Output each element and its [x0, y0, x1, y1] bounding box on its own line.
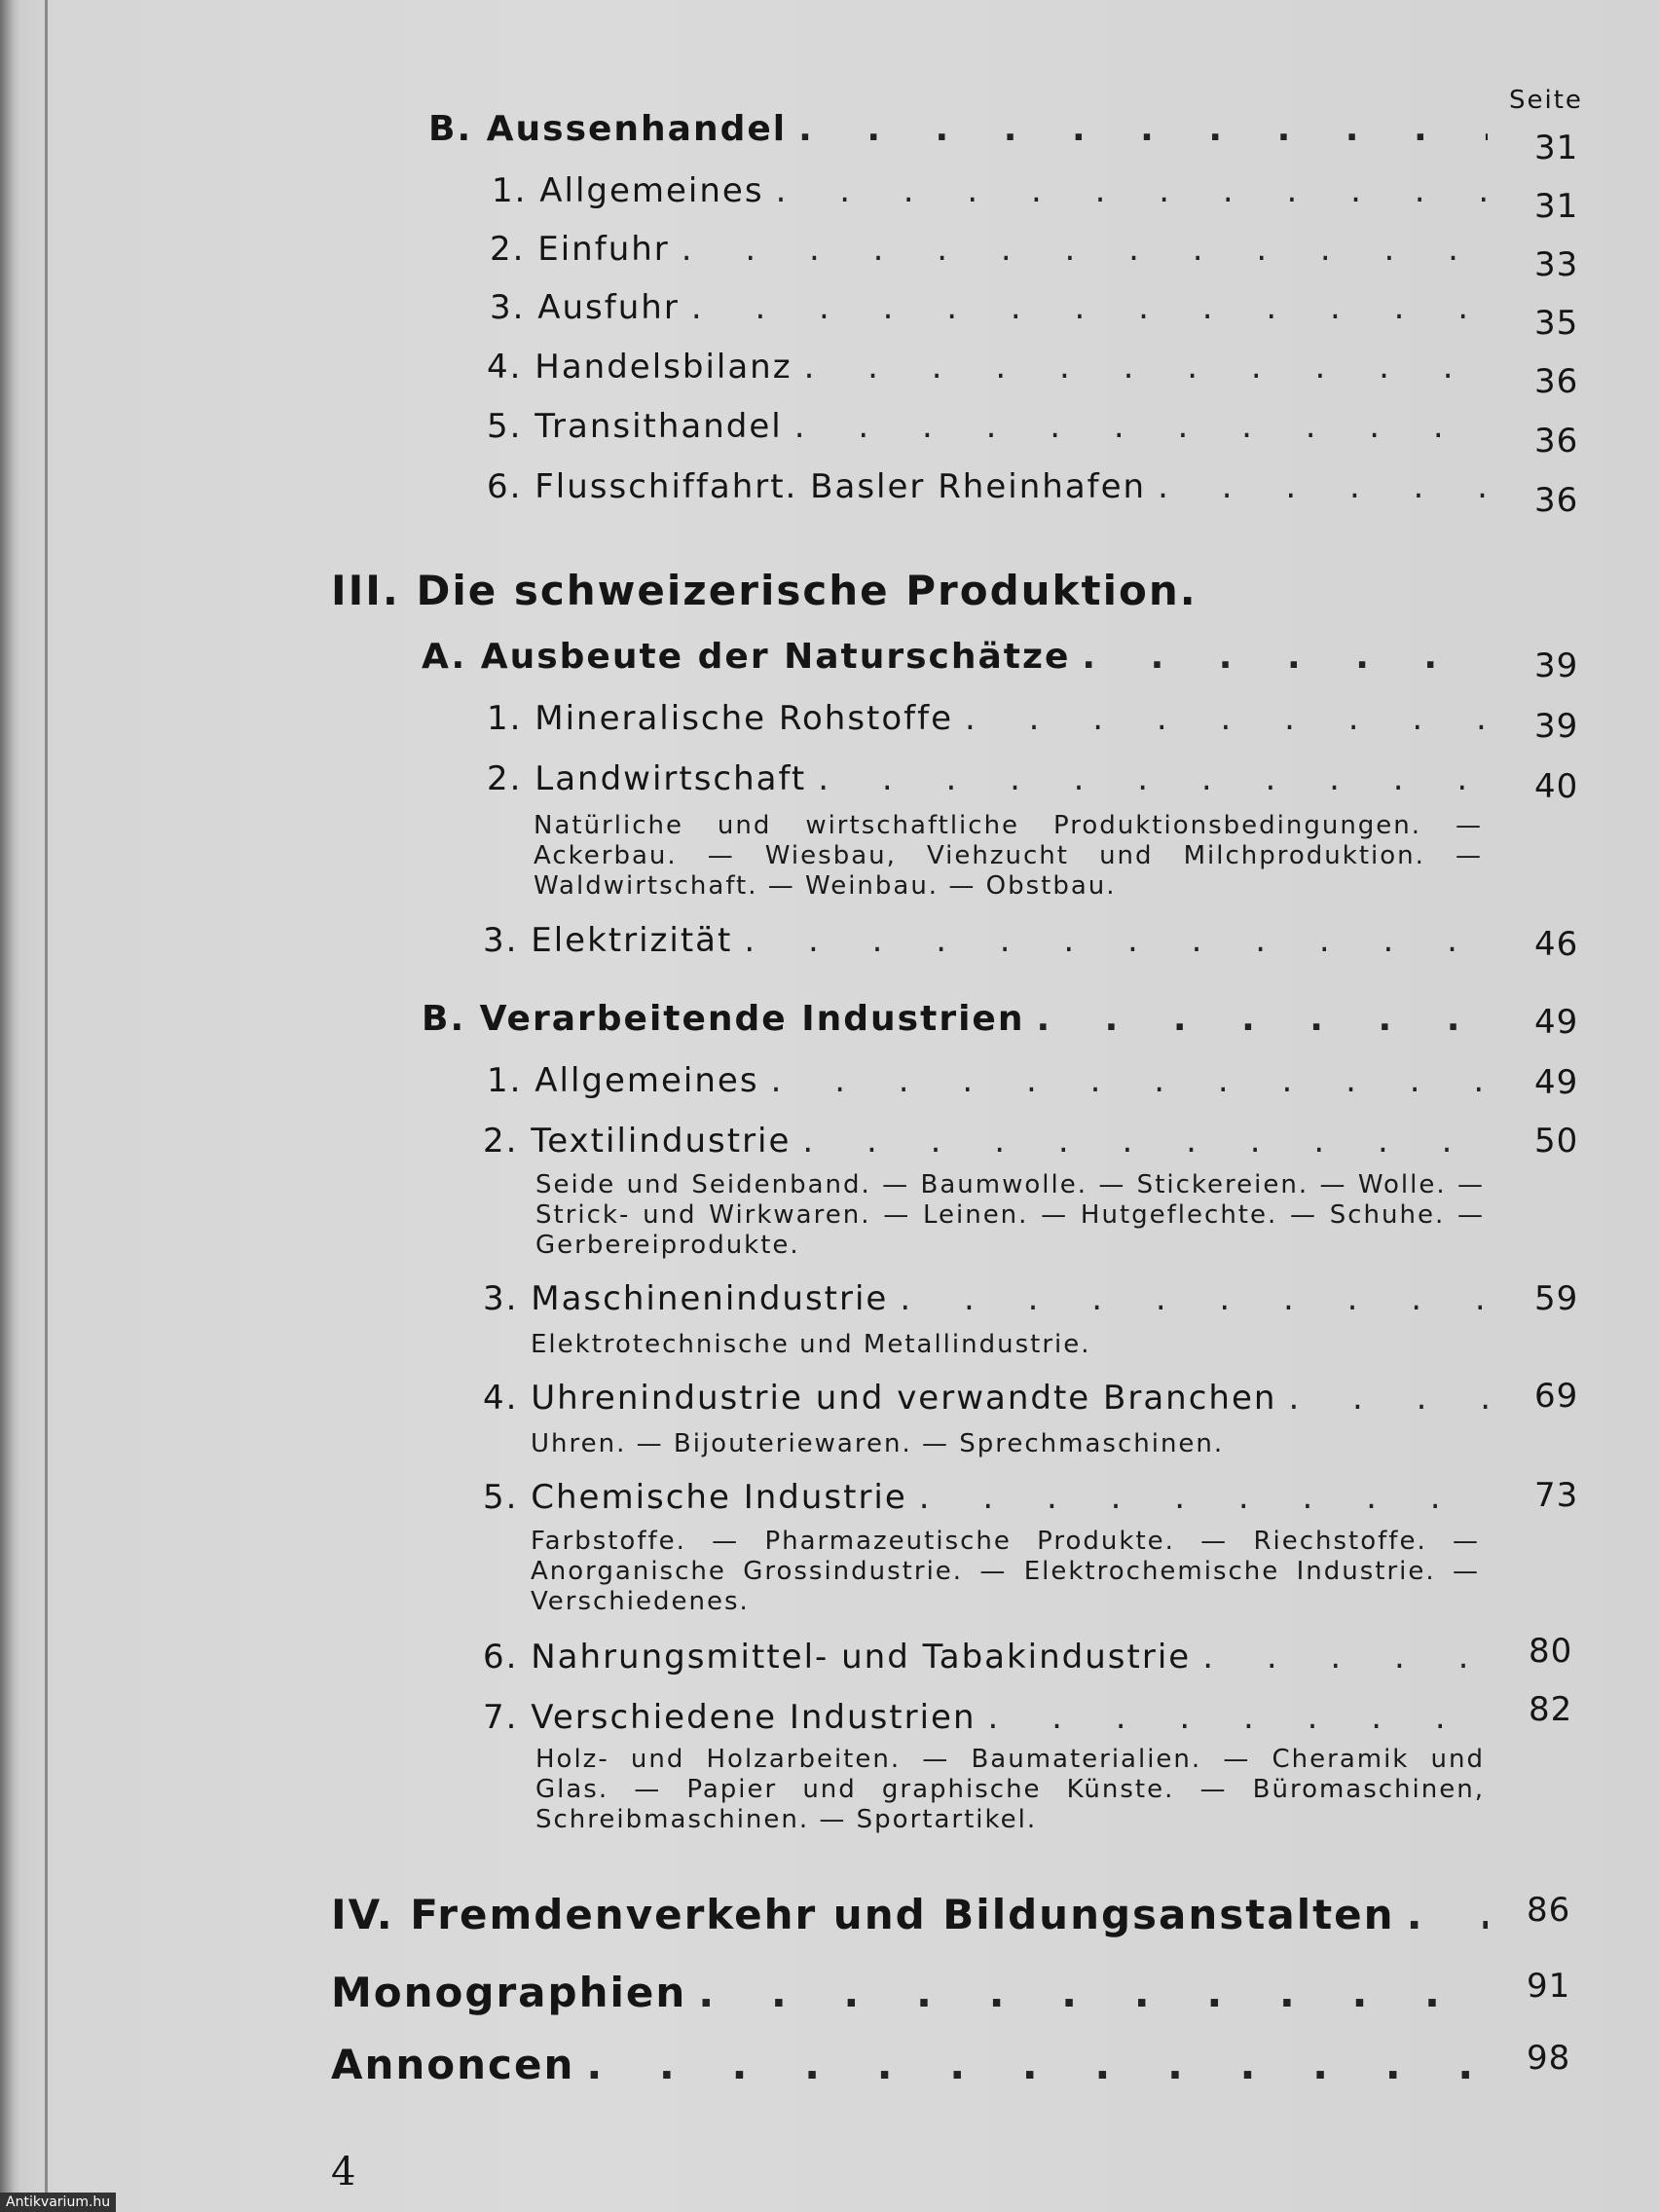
toc-entry-fremdenverkehr [331, 1891, 1499, 1938]
toc-entry-label: 4. Uhrenindustrie und verwandte Branchen [483, 1379, 1277, 1418]
toc-page-number: 46 [1534, 925, 1579, 964]
toc-entry-handelsbilanz [487, 348, 1499, 387]
toc-entry-elektrizitaet [483, 921, 1499, 960]
toc-entry-label: B. Verarbeitende Industrien [422, 999, 1025, 1039]
toc-entry-label: 3. Ausfuhr [490, 288, 680, 327]
toc-page-number: 73 [1534, 1476, 1579, 1515]
toc-entry-description: Holz- und Holzarbeiten. — Baumaterialien. — Cheramik und Glas. — Papier und graphische Künste. — Büromaschinen, Schreibmaschinen. — Sportartikel. [535, 1745, 1485, 1834]
toc-page-number: 91 [1527, 1967, 1571, 2006]
dot-leader [776, 171, 1488, 210]
toc-entry-verarbeitende-industrien [422, 999, 1499, 1039]
toc-page-number: 31 [1534, 187, 1579, 226]
toc-entry-label: 6. Nahrungsmittel- und Tabakindustrie [483, 1638, 1192, 1677]
toc-entry-annoncen [331, 2041, 1499, 2088]
toc-entry-label: Monographien [331, 1969, 687, 2016]
toc-entry-einfuhr [490, 230, 1499, 269]
toc-page-number: 49 [1534, 1003, 1579, 1042]
dot-leader [1036, 999, 1488, 1039]
toc-entry-allgemeines-industrie [487, 1061, 1499, 1100]
toc-entry-label: 6. Flusschiffahrt. Basler Rheinhafen [487, 467, 1147, 506]
spine-edge-line [45, 0, 48, 2212]
dot-leader [698, 1969, 1488, 2016]
toc-entry-mineralische-rohstoffe [487, 699, 1499, 738]
toc-page-number: 36 [1534, 362, 1579, 401]
toc-entry-label: 2. Textilindustrie [483, 1122, 792, 1161]
dot-leader [771, 1061, 1488, 1100]
toc-page-number: 39 [1534, 646, 1579, 685]
toc-entry-ausfuhr [490, 288, 1499, 327]
toc-entry-transithandel [487, 407, 1499, 446]
toc-entry-label: 7. Verschiedene Industrien [483, 1698, 977, 1737]
toc-entry-label: 2. Landwirtschaft [487, 759, 807, 798]
dot-leader [818, 759, 1488, 798]
toc-page-number: 80 [1529, 1632, 1573, 1671]
dot-leader [586, 2041, 1488, 2088]
toc-entry-chemische-industrie [483, 1478, 1499, 1517]
toc-page-number: 59 [1534, 1279, 1579, 1318]
dot-leader [1158, 467, 1488, 506]
toc-entry-label: 1. Allgemeines [492, 171, 764, 210]
toc-entry-label: 3. Elektrizität [483, 921, 733, 960]
dot-leader [965, 699, 1488, 738]
toc-entry-aussenhandel [428, 109, 1499, 149]
toc-entry-description: Farbstoffe. — Pharmazeutische Produkte. — Riechstoffe. — Anorganische Grossindustrie. — Elektrochemische Industrie. — Verschiedenes. [531, 1527, 1480, 1616]
toc-page-number: 31 [1534, 129, 1579, 167]
toc-entry-label: 3. Maschinenindustrie [483, 1279, 889, 1318]
toc-entry-description: Uhren. — Bijouteriewaren. — Sprechmaschinen. [531, 1429, 1225, 1458]
page-folio-number: 4 [331, 2150, 356, 2194]
toc-entry-description: Elektrotechnische und Metallindustrie. [531, 1330, 1091, 1359]
toc-page-number: 50 [1534, 1122, 1579, 1161]
dot-leader [798, 109, 1488, 149]
toc-page-number: 33 [1534, 245, 1579, 284]
dot-leader [804, 348, 1488, 387]
dot-leader [682, 230, 1488, 269]
toc-entry-label: 5. Transithandel [487, 407, 783, 446]
dot-leader [919, 1478, 1488, 1517]
toc-entry-label: A. Ausbeute der Naturschätze [422, 637, 1071, 677]
toc-page-number: 82 [1529, 1690, 1573, 1729]
toc-entry-description: Seide und Seidenband. — Baumwolle. — Stickereien. — Wolle. — Strick- und Wirkwaren. — Leinen. — Hutgeflechte. — Schuhe. — Gerbereiprodukte. [535, 1170, 1485, 1260]
dot-leader [691, 288, 1488, 327]
dot-leader [900, 1279, 1488, 1318]
toc-entry-label: 1. Allgemeines [487, 1061, 759, 1100]
toc-entry-label: B. Aussenhandel [428, 109, 788, 149]
dot-leader [802, 1122, 1488, 1161]
toc-page-number: 69 [1534, 1377, 1579, 1416]
toc-heading-produktion: III. Die schweizerische Produktion. [331, 567, 1198, 614]
toc-page-number: 86 [1527, 1891, 1571, 1930]
toc-entry-label: 5. Chemische Industrie [483, 1478, 907, 1517]
toc-entry-landwirtschaft [487, 759, 1499, 798]
toc-page-number: 35 [1534, 304, 1579, 343]
toc-entry-flusschiffahrt [487, 467, 1499, 506]
watermark-label: Antikvarium.hu [0, 2193, 116, 2212]
toc-entry-label: 2. Einfuhr [490, 230, 670, 269]
dot-leader [1202, 1638, 1488, 1677]
book-spine [0, 0, 21, 2212]
toc-entry-label: Annoncen [331, 2041, 575, 2088]
toc-entry-textilindustrie [483, 1122, 1499, 1161]
toc-entry-naturschaetze [422, 637, 1499, 677]
toc-entry-verschiedene-industrien [483, 1698, 1499, 1737]
dot-leader [794, 407, 1488, 446]
dot-leader [1407, 1891, 1488, 1938]
toc-entry-uhrenindustrie [483, 1379, 1499, 1418]
toc-entry-label: 1. Mineralische Rohstoffe [487, 699, 954, 738]
toc-page-number: 40 [1534, 767, 1579, 806]
dot-leader [1288, 1379, 1488, 1418]
toc-page-number: 39 [1534, 707, 1579, 746]
toc-page-number: 36 [1534, 481, 1579, 520]
toc-entry-maschinenindustrie [483, 1279, 1499, 1318]
toc-entry-monographien [331, 1969, 1499, 2016]
toc-page-number: 36 [1534, 422, 1579, 461]
dot-leader [1082, 637, 1488, 677]
toc-page-number: 49 [1534, 1063, 1579, 1102]
dot-leader [988, 1698, 1488, 1737]
toc-entry-nahrungsmittel [483, 1638, 1499, 1677]
dot-leader [744, 921, 1488, 960]
toc-entry-allgemeines [492, 171, 1499, 210]
toc-page-number: 98 [1527, 2039, 1571, 2078]
seite-column-label: Seite [1509, 86, 1583, 115]
toc-entry-description: Natürliche und wirtschaftliche Produktionsbedingungen. — Ackerbau. — Wiesbau, Viehzucht und Milchproduktion. — Waldwirtschaft. — Weinbau. — Obstbau. [534, 811, 1483, 901]
toc-entry-label: 4. Handelsbilanz [487, 348, 793, 387]
toc-entry-label: IV. Fremdenverkehr und Bildungsanstalten [331, 1891, 1395, 1938]
